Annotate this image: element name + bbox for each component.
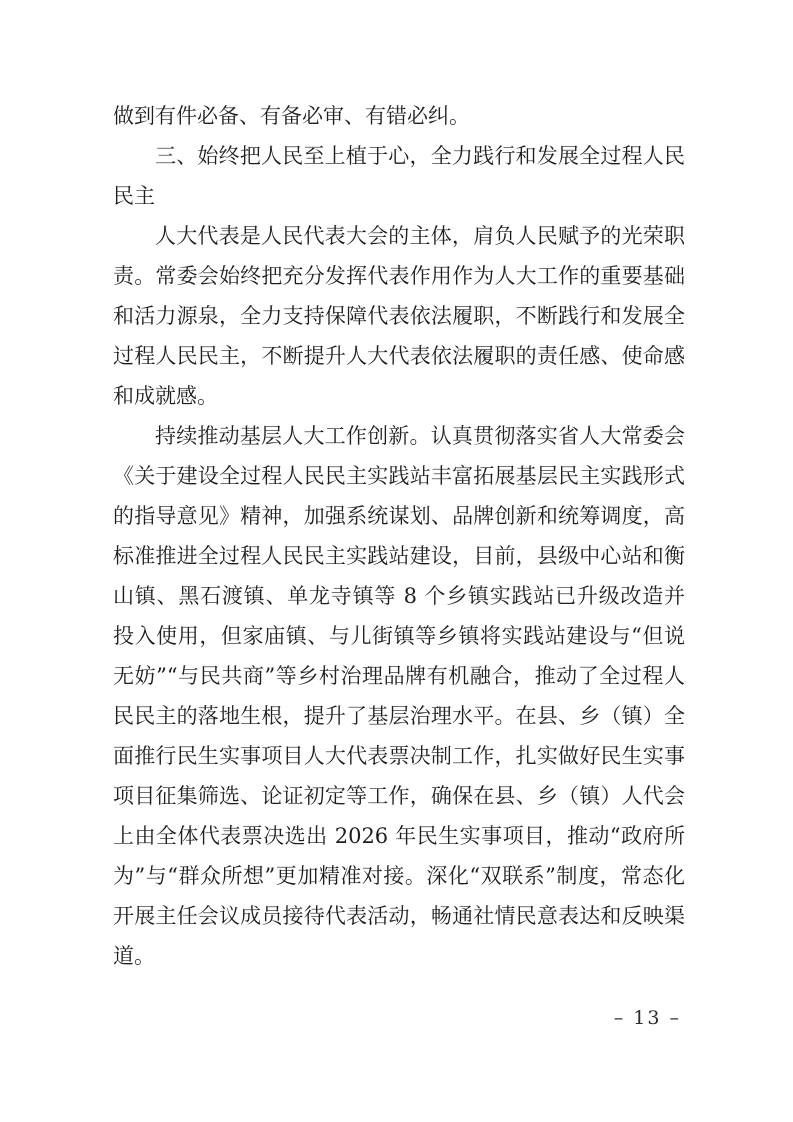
paragraph-representatives: 人大代表是人民代表大会的主体，肩负人民赋予的光荣职责。常委会始终把充分发挥代表作用作为人大工作的重要基础和活力源泉，全力支持保障代表依法履职，不断践行和发展全过程人民民主，不断提升人大代表依法履职的责任感、使命感和成就感。 xyxy=(113,224,685,408)
continuation-paragraph: 做到有件必备、有备必审、有错必纠。 xyxy=(113,104,470,128)
page-number: – 13 – xyxy=(613,1007,681,1029)
document-text-block xyxy=(113,96,685,976)
section-heading: 三、始终把人民至上植于心，全力践行和发展全过程人民民主 xyxy=(113,144,685,208)
paragraph-grassroots-innovation: 持续推动基层人大工作创新。认真贯彻落实省人大常委会《关于建设全过程人民民主实践站丰富拓展基层民主实践形式的指导意见》精神，加强系统谋划、品牌创新和统筹调度，高标准推进全过程人民民主实践站建设，目前，县级中心站和衡山镇、黑石渡镇、单龙寺镇等 8 个乡镇实践站已升级改造并投入使用，但家庙镇、与儿街镇等乡镇将实践站建设与“但说无妨”“与民共商”等乡村治理品牌有机融合，推动了全过程人民民主的落地生根，提升了基层治理水平。在县、乡（镇）全面推行民生实事项目人大代表票决制工作，扎实做好民生实事项目征集筛选、论证初定等工作，确保在县、乡（镇）人代会上由全体代表票决选出 2026 年民生实事项目，推动“政府所为”与“群众所想”更加精准对接。深化“双联系”制度，常态化开展主任会议成员接待代表活动，畅通社情民意表达和反映渠道。 xyxy=(113,424,685,968)
